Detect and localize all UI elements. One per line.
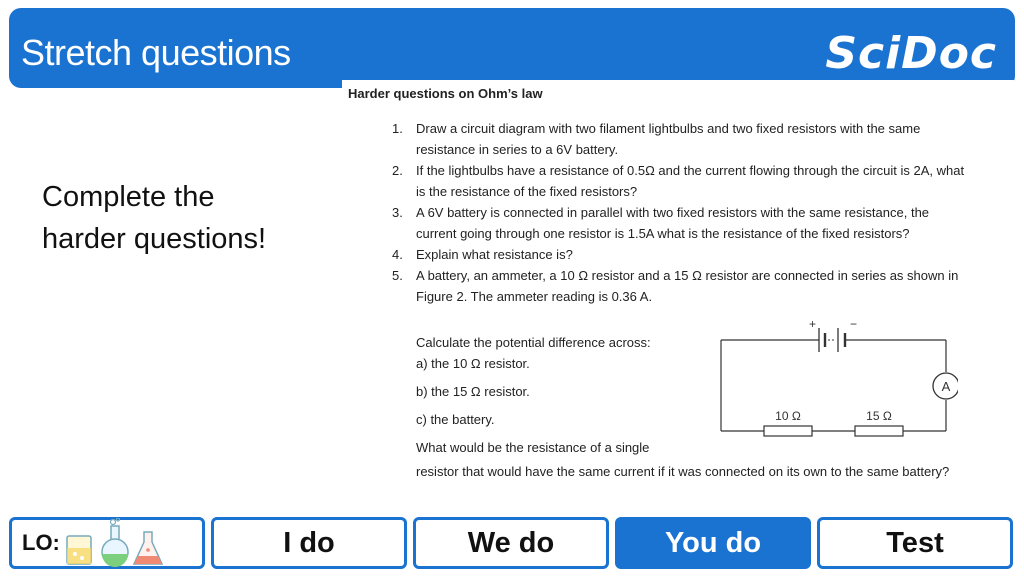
header-bar xyxy=(9,8,1015,88)
question-text: current going through one resistor is 1.5A what is the resistance of the fixed resistors? xyxy=(416,226,910,241)
question-list xyxy=(392,118,1012,307)
question-text: Draw a circuit diagram with two filament lightbulbs and two fixed resistors with the same xyxy=(416,121,921,136)
ammeter-label: A xyxy=(941,379,951,394)
tab-i-do[interactable]: I do xyxy=(211,517,407,569)
circuit-diagram xyxy=(718,316,958,446)
question-text: A battery, an ammeter, a 10 Ω resistor and a 15 Ω resistor are connected in series as shown in xyxy=(416,268,959,283)
resistor-10-icon xyxy=(764,426,812,436)
calc-intro: Calculate the potential difference across: xyxy=(416,335,651,350)
question-item xyxy=(392,244,1012,265)
question-text: resistance in series to a 6V battery. xyxy=(416,142,619,157)
calc-part-c: c) the battery. xyxy=(416,412,495,427)
tab-you-do[interactable]: You do xyxy=(615,517,811,569)
question-text: If the lightbulbs have a resistance of 0.5Ω and the current flowing through the circuit is 2A, what xyxy=(416,163,965,178)
question-text: Explain what resistance is? xyxy=(416,247,573,262)
question-item xyxy=(392,202,1012,244)
instruction-text xyxy=(42,176,332,260)
question-text: A 6V battery is connected in parallel with two fixed resistors with the same resistance, the xyxy=(416,205,930,220)
question-item xyxy=(392,160,1012,202)
calc-part-b: b) the 15 Ω resistor. xyxy=(416,384,530,399)
tab-test[interactable]: Test xyxy=(817,517,1013,569)
battery-minus-label: − xyxy=(850,317,858,331)
question-number: 5. xyxy=(392,268,403,283)
question-item xyxy=(392,118,1012,160)
lo-box xyxy=(9,517,205,569)
resistor-15-icon xyxy=(855,426,903,436)
battery-plus-label: + xyxy=(809,317,817,331)
battery-icon xyxy=(819,328,845,352)
resistor-15-label: 15 Ω xyxy=(866,409,892,423)
single-resistor-question: What would be the resistance of a single xyxy=(416,440,650,455)
instruction-line-2: harder questions! xyxy=(42,223,267,255)
worksheet-heading: Harder questions on Ohm’s law xyxy=(348,86,543,101)
question-text: is the resistance of the fixed resistors? xyxy=(416,184,638,199)
brand-logo: SciDoc xyxy=(825,28,997,79)
question-text: Figure 2. The ammeter reading is 0.36 A. xyxy=(416,289,653,304)
page-title: Stretch questions xyxy=(21,32,291,73)
single-resistor-question-cont: resistor that would have the same current if it was connected on its own to the same battery? xyxy=(416,464,950,479)
question-number: 2. xyxy=(392,163,403,178)
lab-glassware-icon xyxy=(64,518,168,568)
calc-part-a: a) the 10 Ω resistor. xyxy=(416,356,530,371)
resistor-10-label: 10 Ω xyxy=(775,409,801,423)
calculation-block xyxy=(416,332,716,458)
question-number: 1. xyxy=(392,121,403,136)
instruction-line-1: Complete the xyxy=(42,181,215,213)
question-item xyxy=(392,265,1012,307)
lo-label: LO: xyxy=(22,530,60,555)
question-number: 3. xyxy=(392,205,403,220)
question-number: 4. xyxy=(392,247,403,262)
tab-we-do[interactable]: We do xyxy=(413,517,609,569)
worksheet xyxy=(342,80,1014,500)
